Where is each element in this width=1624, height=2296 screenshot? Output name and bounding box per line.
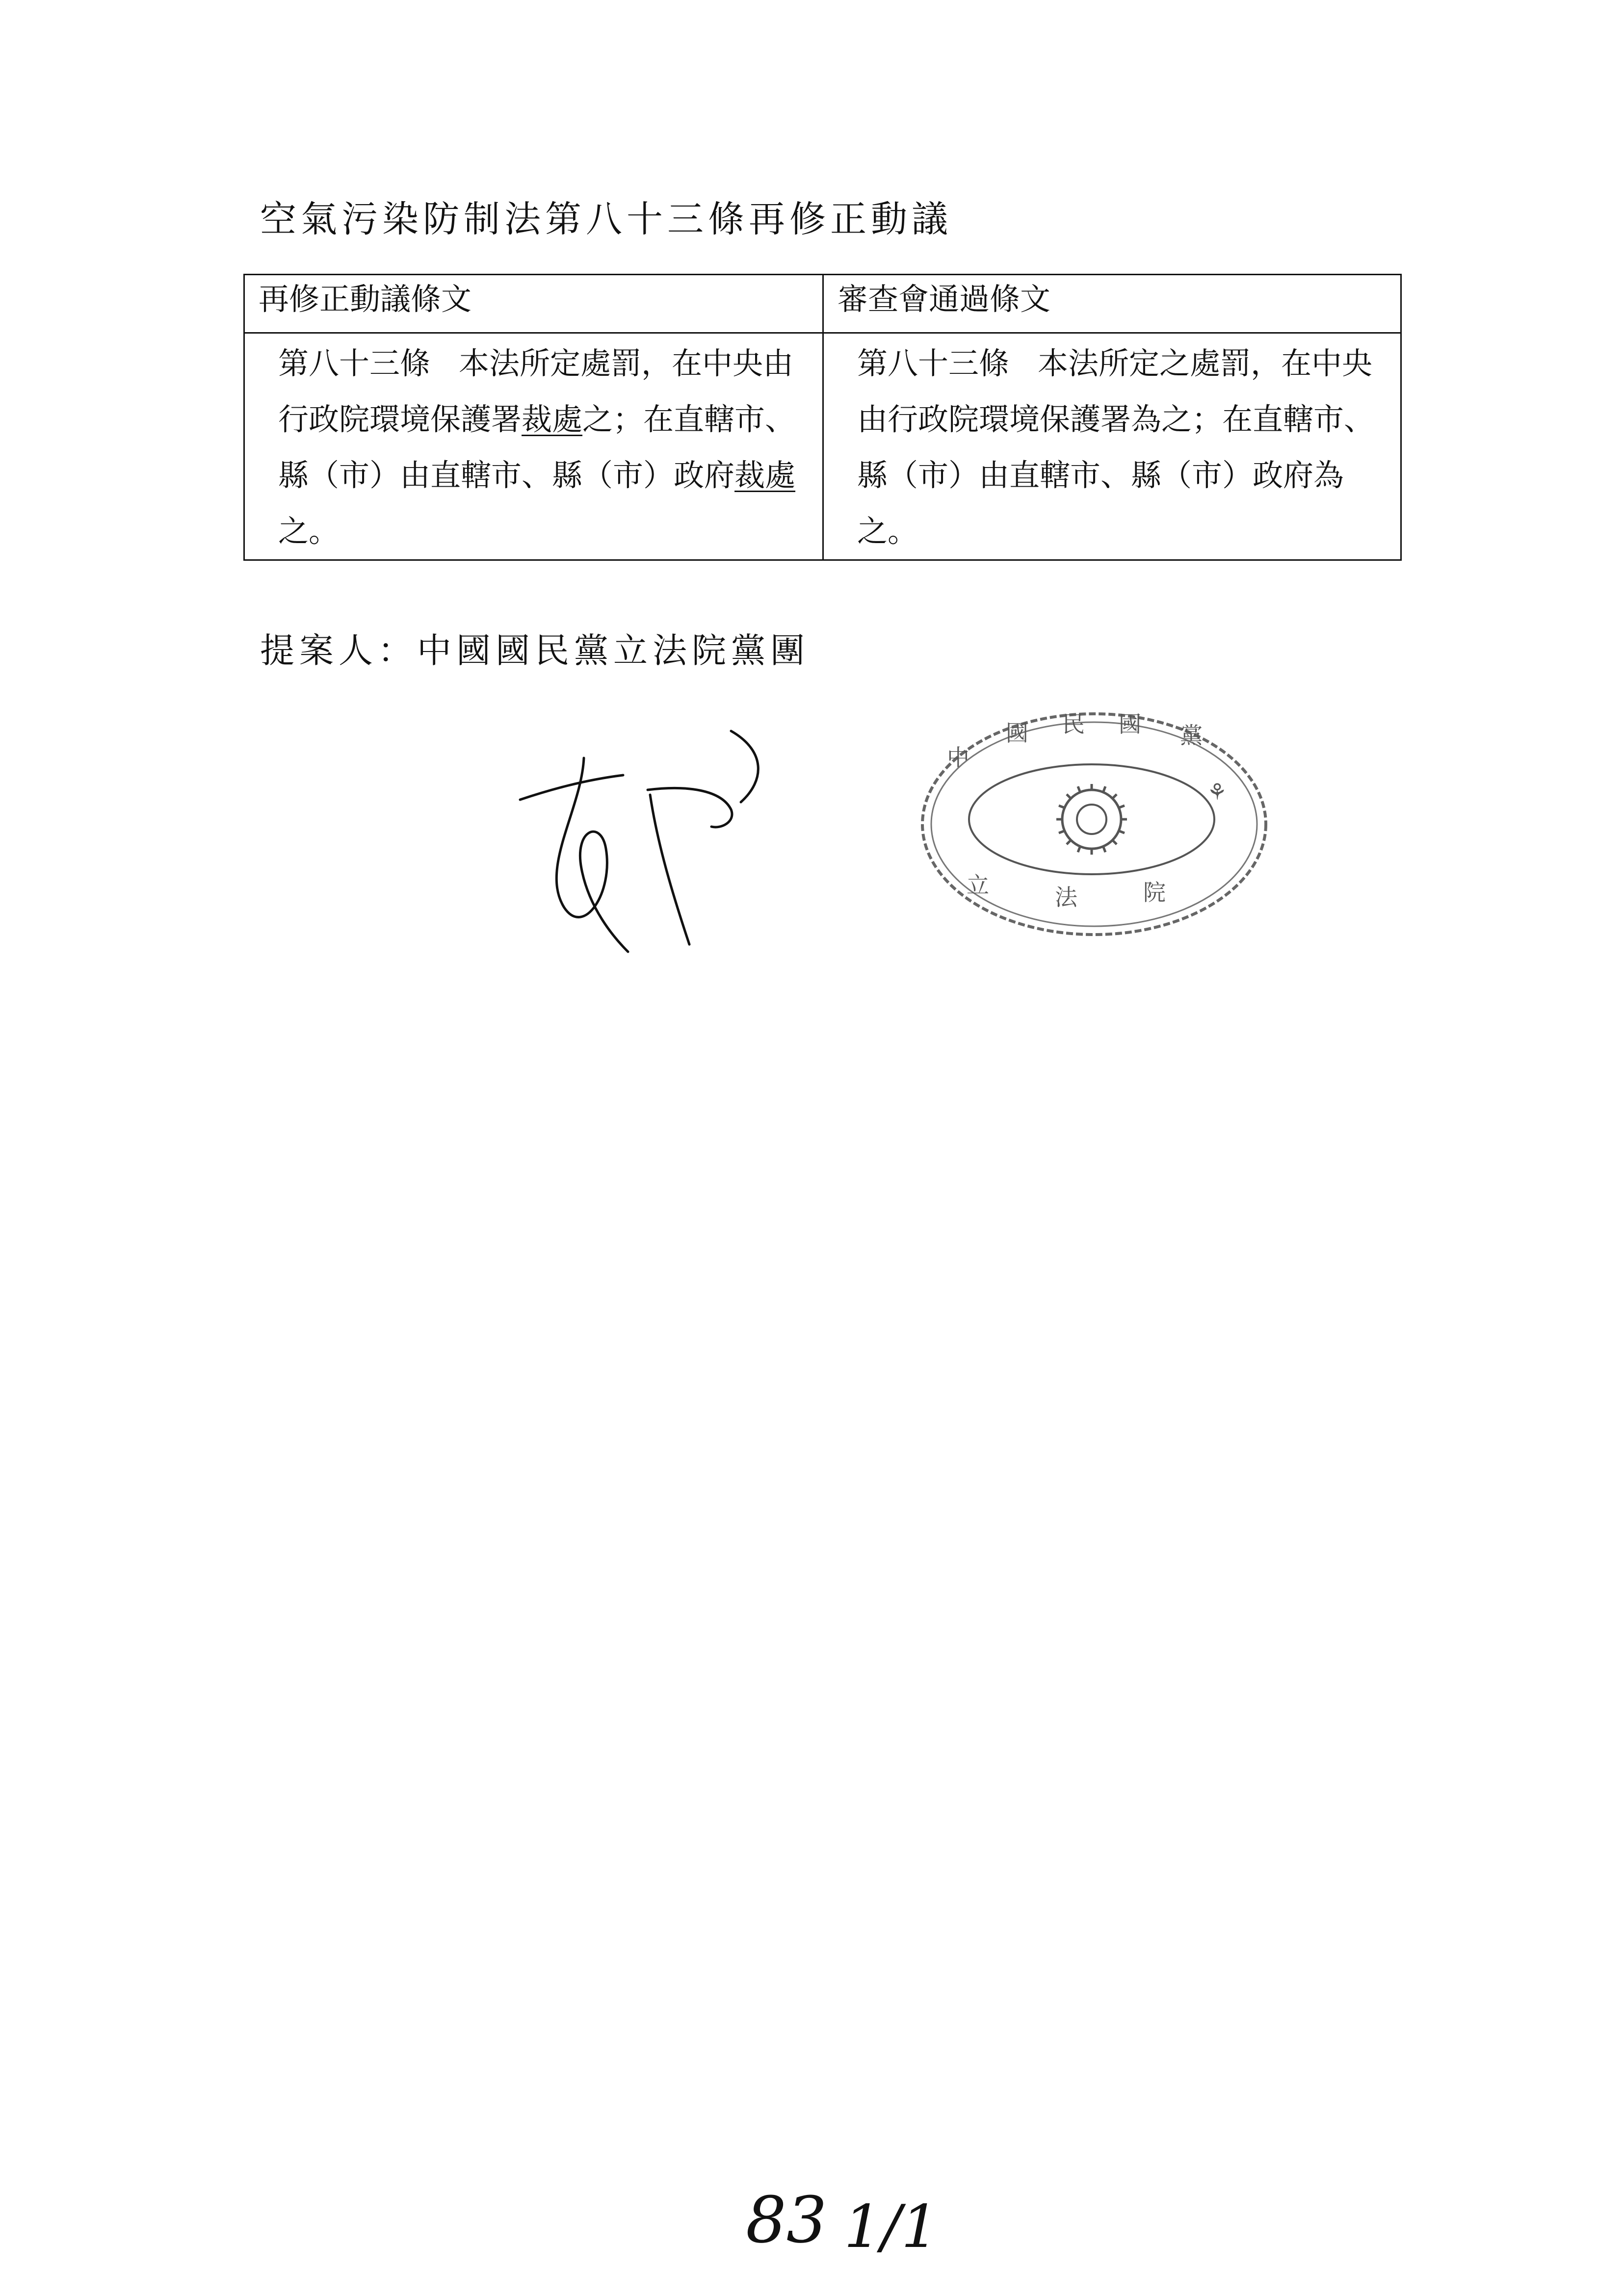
official-seal (913, 702, 1276, 947)
cell-revised-motion-text (244, 333, 823, 560)
svg-text:⚘: ⚘ (1207, 779, 1228, 805)
article-number: 第八十三條 (278, 345, 431, 381)
document-title: 空氣污染防制法第八十三條再修正動議 (260, 198, 952, 240)
handwritten-page-number (746, 2183, 952, 2271)
article-number: 第八十三條 (857, 345, 1010, 381)
comparison-table (243, 274, 1402, 561)
svg-text:法: 法 (1055, 884, 1077, 911)
underlined-amendment: 裁處 (522, 401, 583, 437)
page-number: 83 (746, 2183, 827, 2257)
svg-text:院: 院 (1143, 879, 1166, 906)
svg-text:國: 國 (1119, 711, 1141, 737)
article-text-part: 本法所定處罰，在中央由行政院環境保護署 (278, 345, 794, 437)
page-fraction: 1/1 (844, 2193, 939, 2261)
svg-text:民: 民 (1062, 711, 1085, 737)
svg-text:黨: 黨 (1180, 722, 1203, 749)
article-text: 本法所定之處罰，在中央由行政院環境保護署為之；在直轄市、縣（市）由直轄市、縣（市）政府為之。 (857, 345, 1375, 549)
svg-text:國: 國 (1006, 720, 1028, 746)
svg-text:立: 立 (967, 872, 989, 898)
article-text-part: 之。 (278, 513, 340, 549)
emblem-icon (1056, 784, 1127, 855)
article-text-part: 之；在直轄市、縣（市）由直轄市、縣（市）政府 (278, 401, 796, 493)
svg-text:中: 中 (947, 744, 969, 771)
proposer-line: 提案人：中國國民黨立法院黨團 (260, 630, 810, 671)
underlined-amendment: 裁處 (734, 457, 796, 493)
header-revised-motion: 再修正動議條文 (244, 275, 823, 333)
table-header-row (244, 275, 1401, 333)
handwritten-signature (510, 721, 785, 957)
header-committee-approved: 審查會通過條文 (823, 275, 1401, 333)
cell-committee-approved-text (823, 333, 1401, 560)
table-row (244, 333, 1401, 560)
